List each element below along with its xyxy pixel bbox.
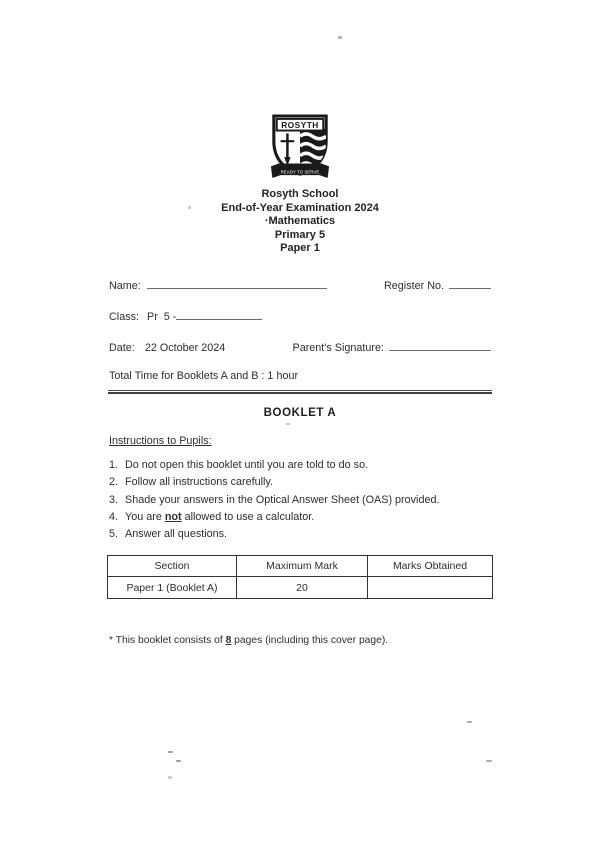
booklet-title: BOOKLET A — [263, 406, 337, 419]
scan-artifact — [168, 751, 173, 753]
page-count-note — [109, 635, 491, 646]
instruction-number: 5. — [109, 528, 119, 541]
instruction-emphasis: not — [164, 510, 182, 523]
date-row — [109, 339, 491, 355]
subject-name: ·Mathematics — [264, 215, 336, 228]
class-blank-line — [176, 308, 262, 320]
table-header-row — [108, 556, 493, 577]
footnote-text: * This booklet consists of — [109, 635, 226, 647]
school-crest-icon — [269, 112, 331, 182]
scan-artifact — [168, 776, 172, 779]
class-label: Class: — [109, 310, 139, 323]
instructions-heading: Instructions to Pupils: — [109, 434, 212, 447]
instruction-text: Follow all instructions carefully. — [125, 476, 274, 489]
instruction-number: 4. — [109, 510, 119, 523]
parent-signature-label: Parent's Signature: — [292, 341, 384, 354]
date-label: Date: — [109, 341, 135, 354]
instruction-number: 3. — [109, 493, 119, 506]
marks-table — [107, 555, 493, 599]
name-label: Name: — [109, 279, 141, 292]
col-header-marks-obtained: Marks Obtained — [368, 556, 493, 577]
instruction-text: Answer all questions. — [125, 528, 228, 541]
instruction-item — [109, 492, 491, 509]
instruction-number: 2. — [109, 476, 119, 489]
footnote-text: pages (including this cover page). — [231, 635, 389, 647]
cell-section: Paper 1 (Booklet A) — [108, 577, 237, 599]
exam-header — [0, 0, 600, 256]
col-header-section: Section — [108, 556, 237, 577]
exam-title-block — [0, 188, 600, 256]
footnote-page-count: 8 — [225, 635, 232, 647]
instructions-section — [109, 435, 491, 543]
exam-name: End-of-Year Examination 2024 — [221, 201, 379, 214]
scan-artifact — [188, 206, 191, 209]
scan-artifact — [486, 760, 492, 762]
section-divider — [108, 390, 492, 394]
table-row — [108, 577, 493, 599]
class-row — [109, 308, 491, 324]
scan-artifact — [286, 423, 290, 425]
instruction-item — [109, 526, 491, 543]
name-blank-line — [147, 277, 327, 289]
candidate-details — [109, 277, 491, 383]
register-no-label: Register No. — [383, 279, 444, 292]
instruction-text: Shade your answers in the Optical Answer Sheet (OAS) provided. — [125, 493, 440, 506]
paper-name: Paper 1 — [280, 242, 320, 255]
school-name: Rosyth School — [261, 188, 339, 200]
register-no-blank-line — [449, 277, 491, 289]
cell-maximum-mark: 20 — [237, 577, 368, 599]
instruction-number: 1. — [109, 458, 119, 471]
col-header-maximum-mark: Maximum Mark — [237, 556, 368, 577]
instruction-text: You are — [125, 510, 165, 523]
scan-artifact — [176, 760, 181, 762]
name-row — [109, 277, 491, 293]
scan-artifact — [338, 36, 342, 39]
instruction-text: allowed to use a calculator. — [181, 510, 315, 523]
instructions-list — [109, 457, 491, 543]
instruction-text: Do not open this booklet until you are told to do so. — [125, 458, 369, 471]
class-value: Pr 5 - — [147, 310, 177, 323]
total-time-note: Total Time for Booklets A and B : 1 hour — [109, 369, 299, 382]
instruction-item — [109, 474, 491, 491]
crest-shield-text: ROSYTH — [281, 120, 319, 131]
instruction-item — [109, 457, 491, 474]
cell-marks-obtained — [368, 577, 493, 599]
parent-signature-blank-line — [389, 339, 491, 351]
scan-artifact — [467, 721, 472, 723]
instruction-item — [109, 509, 491, 526]
level-name: Primary 5 — [274, 228, 326, 241]
crest-motto-text: READY TO SERVE — [280, 169, 320, 175]
date-value: 22 October 2024 — [144, 341, 226, 354]
